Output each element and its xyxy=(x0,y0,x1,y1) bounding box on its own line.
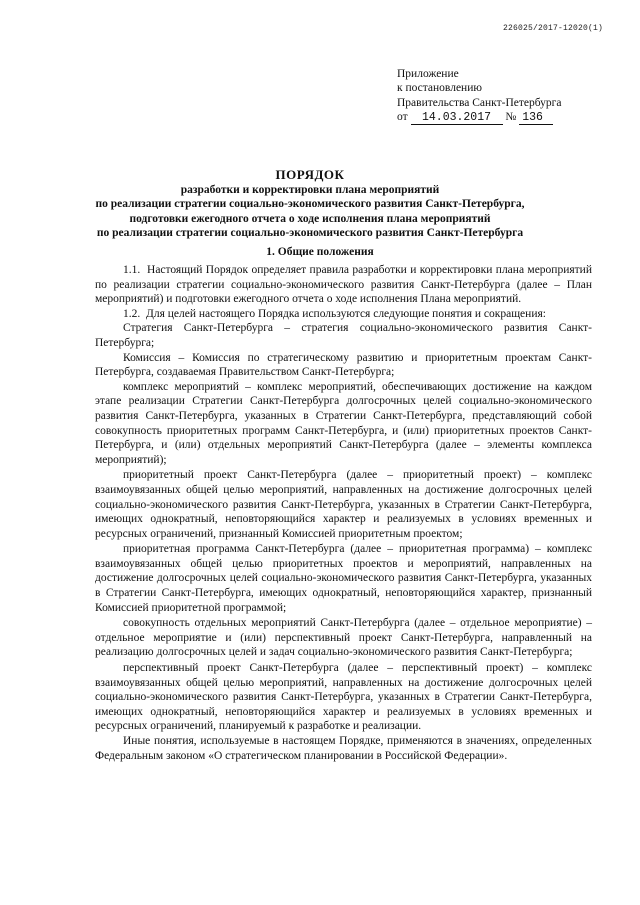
paragraph: перспективный проект Санкт-Петербурга (далее – перспективный проект) – комплекс взаимоувязанных общей целью мероприятий, направленных на достижение долгосрочных целей социально-экономического развития Санкт-Петербурга, указанных в Стратегии Санкт-Петербурга, имеющих однократный, неповторяющийся характер и реализуемых в условиях временных и ресурсных ограничений, планируемый к разработке и реализации. xyxy=(95,662,592,733)
appendix-date-line xyxy=(397,110,562,125)
paragraph: 1.1. Настоящий Порядок определяет правила разработки и корректировки плана мероприятий по реализации стратегии социально-экономического развития Санкт-Петербурга (далее – План мероприятий) и подготовки ежегодного отчета о ходе исполнения Плана мероприятий. xyxy=(95,264,592,306)
number-prefix: № xyxy=(505,111,517,124)
title-line-2: по реализации стратегии социально-экономического развития Санкт-Петербурга, xyxy=(95,198,525,211)
paragraph: Стратегия Санкт-Петербурга – стратегия социально-экономического развития Санкт-Петербурга; xyxy=(95,322,592,349)
paragraph: 1.2. Для целей настоящего Порядка используются следующие понятия и сокращения: xyxy=(123,307,546,320)
title-line-3: подготовки ежегодного отчета о ходе исполнения плана мероприятий xyxy=(129,212,491,225)
title-line-4: по реализации стратегии социально-экономического развития Санкт-Петербурга xyxy=(96,227,524,240)
paragraph: Комиссия – Комиссия по стратегическому развитию и приоритетным проектам Санкт-Петербурга, создаваемая Правительством Санкт-Петербурга; xyxy=(95,351,592,379)
date-prefix: от xyxy=(397,111,408,124)
paragraph: совокупность отдельных мероприятий Санкт-Петербурга (далее – отдельное мероприятие) – отдельное мероприятие и (или) перспективный проект Санкт-Петербурга, направленный на реализацию долгосрочных целей и задач социально-экономического развития Санкт-Петербурга; xyxy=(95,617,592,659)
appendix-line-1: Приложение xyxy=(397,68,459,80)
title-main: ПОРЯДОК xyxy=(275,167,345,182)
appendix-block xyxy=(397,67,562,125)
decree-date: 14.03.2017 xyxy=(411,112,503,125)
title-line-1: разработки и корректировки плана мероприятий xyxy=(180,184,440,196)
paragraph: приоритетный проект Санкт-Петербурга (далее – приоритетный проект) – комплекс взаимоувязанных общей целью мероприятий, направленных на достижение долгосрочных целей социально-экономического развития Санкт-Петербурга, указанных в Стратегии Санкт-Петербурга, имеющих однократный, неповторяющийся характер и реализуемых в условиях временных и ресурсных ограничений, признанный Комиссией приоритетным проектом; xyxy=(95,469,592,540)
section-heading: 1. Общие положения xyxy=(266,246,374,258)
appendix-line-3: Правительства Санкт-Петербурга xyxy=(397,96,562,109)
document-body xyxy=(95,263,592,763)
document-title xyxy=(95,167,525,241)
paragraph: комплекс мероприятий – комплекс мероприятий, обеспечивающих достижение на каждом этапе реализации Стратегии Санкт-Петербурга долгосрочных целей социально-экономического развития Санкт-Петербурга, указанных в Стратегии Санкт-Петербурга, представляющий собой совокупность приоритетных программ Санкт-Петербурга, и (или) приоритетных проектов Санкт-Петербурга, и (или) отдельных мероприятий Санкт-Петербурга (далее – элементы комплекса мероприятий); xyxy=(95,380,592,466)
paragraph: приоритетная программа Санкт-Петербурга (далее – приоритетная программа) – комплекс взаимоувязанных общей целью приоритетных проектов и мероприятий, направленных на достижение долгосрочных целей социально-экономического развития Санкт-Петербурга, указанных в Стратегии Санкт-Петербурга, имеющих однократный, неповторяющийся характер, признанный Комиссией приоритетной программой; xyxy=(95,543,592,614)
document-id: 226025/2017-12020(1) xyxy=(502,24,603,33)
decree-number: 136 xyxy=(519,112,553,125)
appendix-line-2: к постановлению xyxy=(397,82,482,95)
paragraph: Иные понятия, используемые в настоящем Порядке, применяются в значениях, определенных Федеральным законом «О стратегическом планировании в Российской Федерации». xyxy=(95,735,592,762)
